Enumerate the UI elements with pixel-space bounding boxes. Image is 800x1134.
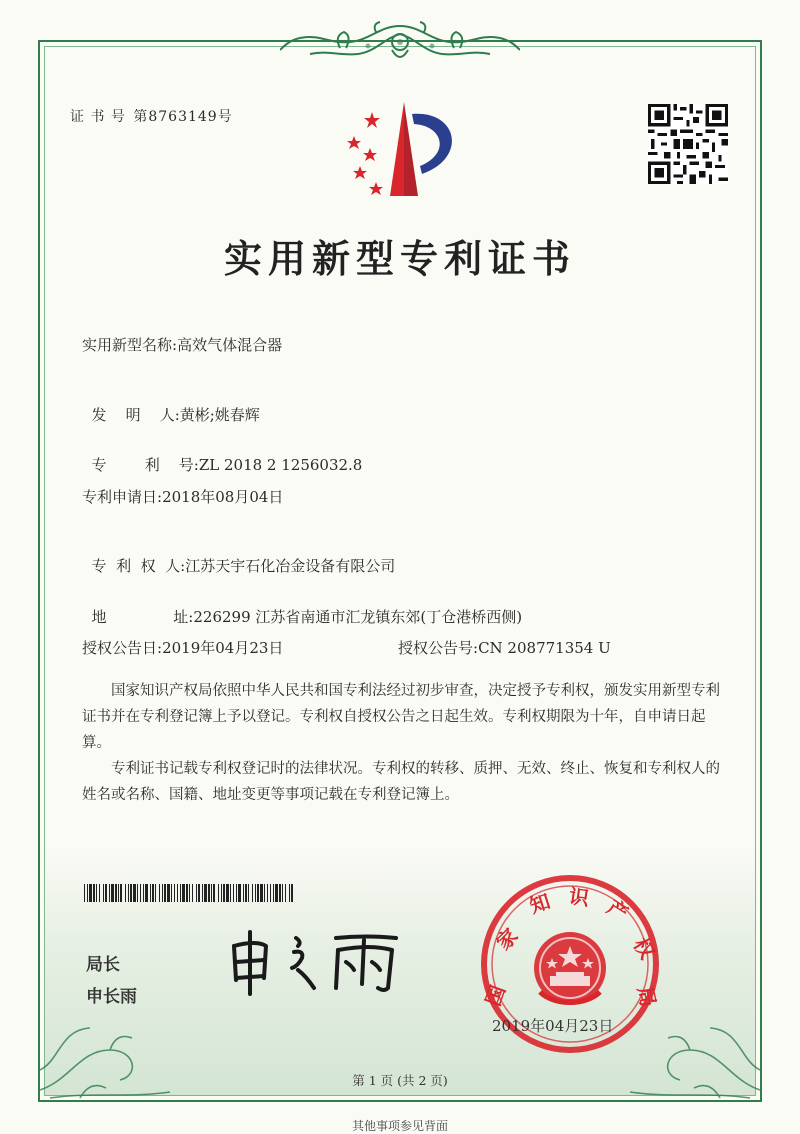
barcode-bar [285,884,286,902]
barcode-bar [186,884,188,902]
barcode-bar [89,884,92,902]
barcode-bar [257,884,259,902]
barcode-bar [270,884,271,902]
field-value: ZL 2018 2 1256032.8 [198,456,363,474]
body-paragraph-2: 专利证书记载专利权登记时的法律状况。专利权的转移、质押、无效、终止、恢复和专利权人的姓名或名称、国籍、地址变更等事项记载在专利登记簿上。 [82,761,720,803]
barcode-bar [155,884,156,902]
field-grant-date [82,637,283,658]
field-patentee [82,537,395,576]
barcode-bar [252,884,253,902]
page-number: 第 1 页 (共 2 页) [352,1073,448,1088]
barcode-bar [236,884,237,902]
barcode-bar [162,884,163,902]
barcode-bar [243,884,244,902]
handwritten-signature-icon [226,928,406,998]
barcode-bar [202,884,203,902]
barcode-bar [189,884,190,902]
barcode-bar [177,884,178,902]
svg-text:局: 局 [633,984,661,1009]
svg-text:产: 产 [602,894,633,926]
barcode-bar [105,884,107,902]
field-inventor [82,386,260,425]
barcode-bar [218,884,219,902]
field-value: 2019年04月23日 [162,639,284,657]
barcode-bar [164,884,166,902]
barcode-bar [255,884,256,902]
certificate-number [70,106,233,126]
barcode-bar [115,884,117,902]
field-label: 专 利 权 人: [91,557,186,575]
barcode-bar [245,884,247,902]
barcode-bar [182,884,185,902]
barcode-bar [204,884,207,902]
field-label: 授权公告号: [398,639,479,657]
barcode-bar [174,884,175,902]
barcode-bar [96,884,97,902]
barcode-bar [103,884,104,902]
field-label: 专 利 号: [91,456,199,474]
field-value: CN 208771354 U [478,639,611,657]
field-value: 226299 江苏省南通市汇龙镇东郊(丁仓港桥西侧) [193,608,523,626]
field-utility-model-name [82,334,282,355]
barcode-icon [84,884,294,902]
certificate-body [82,678,722,808]
field-value: 江苏天宇石化冶金设备有限公司 [185,557,396,575]
barcode-bar [152,884,154,902]
field-value: 高效气体混合器 [177,336,283,354]
field-filing-date [82,486,283,507]
barcode-bar [282,884,283,902]
barcode-bar [226,884,229,902]
barcode-bar [279,884,281,902]
field-label: 专利申请日: [82,488,163,506]
barcode-bar [143,884,144,902]
barcode-bar [125,884,126,902]
barcode-bar [289,884,290,902]
body-paragraph-1: 国家知识产权局依照中华人民共和国专利法经过初步审查，决定授予专利权，颁发实用新型专利证书并在专利登记簿上予以登记。专利权自授权公告之日起生效。专利权期限为十年，自申请日起算。 [82,683,720,751]
footer-note: 其他事项参见背面 [351,1119,448,1133]
top-ornament-icon [280,20,520,72]
barcode-bar [223,884,225,902]
barcode-bar [260,884,263,902]
seal-date: 2019年04月23日 [492,1017,614,1035]
barcode-bar [233,884,234,902]
barcode-bar [238,884,241,902]
cnipa-logo-icon [338,96,468,206]
barcode-bar [180,884,181,902]
director-name: 申长雨 [86,987,137,1007]
field-address [82,588,522,627]
qr-code-icon [648,104,728,184]
certificate-title: 实用新型专利证书 [223,236,576,281]
barcode-bar [150,884,151,902]
barcode-bar [196,884,197,902]
barcode-bar [140,884,141,902]
barcode-bar [275,884,278,902]
svg-text:家: 家 [491,923,523,955]
field-grant-number [398,637,611,658]
svg-text:识: 识 [567,883,591,911]
barcode-bar [208,884,210,902]
field-label: 授权公告日: [82,639,163,657]
svg-text:国: 国 [480,982,511,1010]
barcode-bar [99,884,100,902]
field-value: 黄彬;姚春辉 [179,406,260,424]
barcode-bar [120,884,122,902]
certificate-number-value: 第8763149号 [133,109,233,125]
barcode-bar [93,884,95,902]
barcode-bar [128,884,129,902]
barcode-bar [198,884,200,902]
field-label: 发 明 人: [91,406,180,424]
barcode-bar [171,884,172,902]
barcode-bar [230,884,231,902]
barcode-bar [159,884,160,902]
barcode-bar [109,884,110,902]
barcode-bar [192,884,193,902]
barcode-bar [84,884,85,902]
svg-text:权: 权 [628,933,660,964]
field-patent-number [82,436,362,475]
barcode-bar [213,884,215,902]
barcode-bar [145,884,148,902]
barcode-bar [118,884,119,902]
field-label: 实用新型名称: [82,336,178,354]
barcode-bar [167,884,170,902]
barcode-bar [137,884,138,902]
barcode-bar [133,884,136,902]
barcode-bar [267,884,268,902]
barcode-bar [130,884,132,902]
barcode-bar [264,884,265,902]
barcode-bar [291,884,293,902]
barcode-bar [111,884,114,902]
barcode-bar [87,884,88,902]
barcode-bar [211,884,212,902]
director-title: 局长 [86,955,120,975]
barcode-bar [273,884,274,902]
barcode-bar [248,884,249,902]
svg-text:知: 知 [526,888,554,918]
certificate-number-label: 证 书 号 [70,109,126,125]
field-label: 地 址: [91,608,194,626]
field-value: 2018年08月04日 [162,488,284,506]
barcode-bar [221,884,222,902]
